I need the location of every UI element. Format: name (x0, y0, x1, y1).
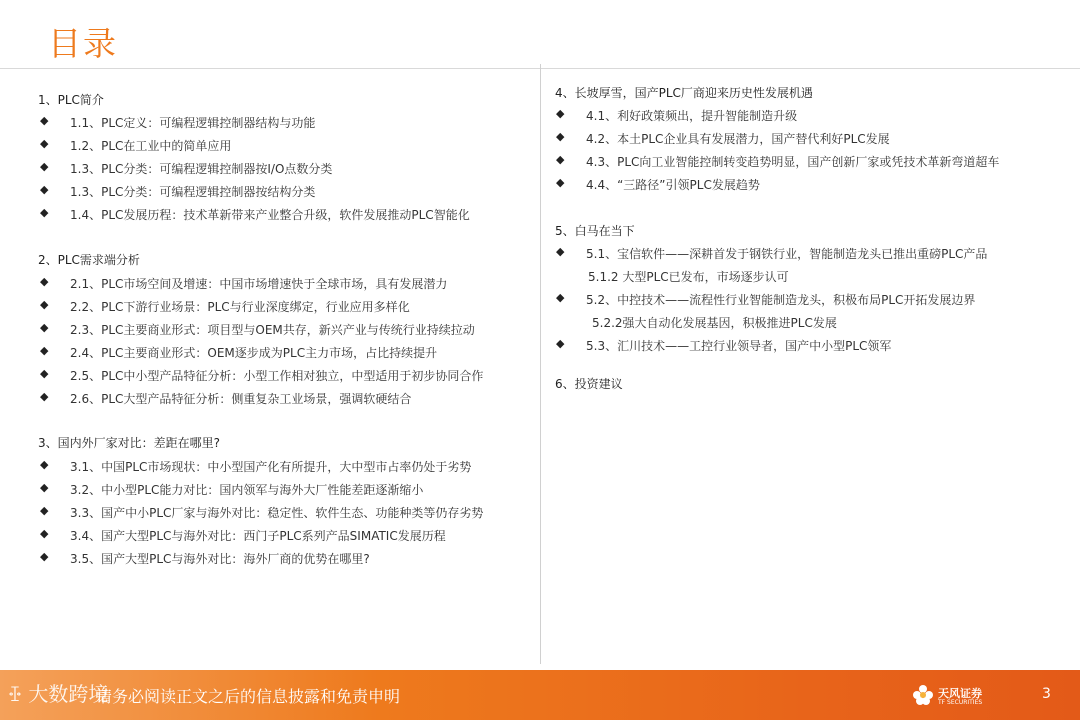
toc-item-label: 1.4、PLC发展历程：技术革新带来产业整合升级，软件发展推动PLC智能化 (70, 208, 470, 222)
section-heading[interactable]: 1、PLC简介 (38, 93, 104, 107)
bullet-diamond-icon: ◆ (40, 137, 49, 150)
watermark (8, 678, 108, 707)
company-logo (912, 682, 1002, 710)
bullet-diamond-icon: ◆ (40, 321, 49, 334)
toc-item-label: 2.2、PLC下游行业场景：PLC与行业深度绑定，行业应用多样化 (70, 300, 410, 314)
toc-item-label: 3.3、国产中小PLC厂家与海外对比：稳定性、软件生态、功能种类等仍存劣势 (70, 506, 484, 520)
toc-item-label: 2.3、PLC主要商业形式：项目型与OEM共存，新兴产业与传统行业持续拉动 (70, 323, 475, 337)
toc-item-label: 2.5、PLC中小型产品特征分析：小型工作相对独立，中型适用于初步协同合作 (70, 369, 484, 383)
section-heading[interactable]: 3、国内外厂家对比：差距在哪里? (38, 436, 221, 450)
bullet-diamond-icon: ◆ (556, 291, 565, 304)
toc-item-label: 2.4、PLC主要商业形式：OEM逐步成为PLC主力市场，占比持续提升 (70, 346, 438, 360)
bullet-diamond-icon: ◆ (40, 367, 49, 380)
toc-item-label: 1.1、PLC定义：可编程逻辑控制器结构与功能 (70, 116, 316, 130)
logo-tagline: TF SECURITIES (938, 699, 983, 706)
toc-item-label: 4.2、本土PLC企业具有发展潜力，国产替代利好PLC发展 (586, 132, 890, 146)
bullet-diamond-icon: ◆ (40, 160, 49, 173)
section-heading[interactable]: 5、白马在当下 (555, 224, 635, 238)
column-divider (540, 64, 541, 664)
toc-item-label: 2.6、PLC大型产品特征分析：侧重复杂工业场景，强调软硬结合 (70, 392, 412, 406)
toc-item-label: 2.1、PLC市场空间及增速：中国市场增速快于全球市场，具有发展潜力 (70, 277, 448, 291)
bullet-diamond-icon: ◆ (556, 176, 565, 189)
toc-item-label: 4.4、“三路径”引领PLC发展趋势 (586, 178, 760, 192)
footer-bar (0, 670, 1080, 720)
toc-item-label: 4.3、PLC向工业智能控制转变趋势明显，国产创新厂家或凭技术革新弯道超车 (586, 155, 1000, 169)
toc-item-label: 1.3、PLC分类：可编程逻辑控制器按结构分类 (70, 185, 316, 199)
page-title: 目录 (48, 24, 118, 63)
bullet-diamond-icon: ◆ (40, 183, 49, 196)
disclaimer-text: 请务必阅读正文之后的信息披露和免责申明 (96, 687, 401, 706)
toc-item-label: 5.3、汇川技术——工控行业领导者，国产中小型PLC领军 (586, 339, 892, 353)
bullet-diamond-icon: ◆ (40, 481, 49, 494)
toc-item-label: 1.3、PLC分类：可编程逻辑控制器按I/O点数分类 (70, 162, 333, 176)
bullet-diamond-icon: ◆ (40, 344, 49, 357)
section-heading[interactable]: 4、长坡厚雪，国产PLC厂商迎来历史性发展机遇 (555, 86, 813, 100)
bullet-diamond-icon: ◆ (556, 153, 565, 166)
bullet-diamond-icon: ◆ (40, 458, 49, 471)
toc-item-label: 3.2、中小型PLC能力对比：国内领军与海外大厂性能差距逐渐缩小 (70, 483, 424, 497)
toc-item-label: 5.2、中控技术——流程性行业智能制造龙头，积极布局PLC开拓发展边界 (586, 293, 976, 307)
page-number: 3 (1042, 686, 1051, 702)
bullet-diamond-icon: ◆ (40, 504, 49, 517)
bullet-diamond-icon: ◆ (40, 550, 49, 563)
bullet-diamond-icon: ◆ (556, 130, 565, 143)
watermark-text: 大数跨境 (28, 682, 109, 706)
bullet-diamond-icon: ◆ (40, 390, 49, 403)
bullet-diamond-icon: ◆ (40, 114, 49, 127)
bullet-diamond-icon: ◆ (556, 107, 565, 120)
section-heading[interactable]: 6、投资建议 (555, 377, 623, 391)
bullet-diamond-icon: ◆ (556, 245, 565, 258)
bullet-diamond-icon: ◆ (40, 206, 49, 219)
toc-subitem[interactable]: 5.1.2 大型PLC已发布，市场逐步认可 (588, 270, 789, 284)
section-heading[interactable]: 2、PLC需求端分析 (38, 253, 140, 267)
toc-item-label: 3.1、中国PLC市场现状：中小型国产化有所提升，大中型市占率仍处于劣势 (70, 460, 472, 474)
bullet-diamond-icon: ◆ (40, 298, 49, 311)
logo-name: 天风证券 (938, 687, 982, 700)
watermark-icon: ꔀ (8, 682, 22, 706)
bullet-diamond-icon: ◆ (556, 337, 565, 350)
flower-logo-icon (912, 684, 934, 706)
toc-item-label: 4.1、利好政策频出，提升智能制造升级 (586, 109, 798, 123)
toc-item-label: 3.4、国产大型PLC与海外对比：西门子PLC系列产品SIMATIC发展历程 (70, 529, 446, 543)
bullet-diamond-icon: ◆ (40, 527, 49, 540)
toc-subitem[interactable]: 5.2.2强大自动化发展基因，积极推进PLC发展 (592, 316, 837, 330)
toc-item-label: 5.1、宝信软件——深耕首发于钢铁行业，智能制造龙头已推出重磅PLC产品 (586, 247, 988, 261)
toc-item-label: 3.5、国产大型PLC与海外对比：海外厂商的优势在哪里? (70, 552, 370, 566)
toc-item-label: 1.2、PLC在工业中的简单应用 (70, 139, 232, 153)
bullet-diamond-icon: ◆ (40, 275, 49, 288)
